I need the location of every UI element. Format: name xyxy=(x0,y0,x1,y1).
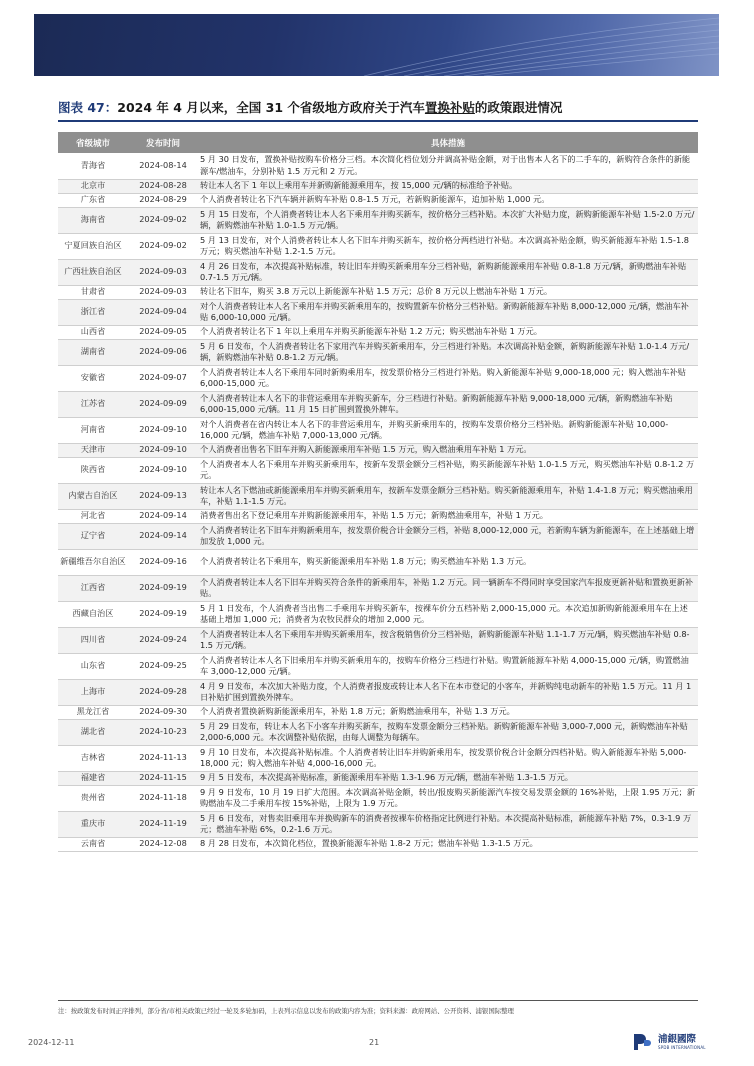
cell-date: 2024-09-30 xyxy=(128,705,198,719)
column-header-city: 省级城市 xyxy=(58,132,128,153)
cell-date: 2024-11-13 xyxy=(128,745,198,771)
cell-date: 2024-09-06 xyxy=(128,339,198,365)
cell-city: 安徽省 xyxy=(58,365,128,391)
cell-measure: 个人消费者转让本人名下旧车并购买符合条件的新乘用车，补贴 1.2 万元。同一辆新车不得同时享受国家汽车报废更新补贴和置换更新补贴。 xyxy=(198,575,698,601)
table-row xyxy=(58,523,698,549)
cell-city: 江苏省 xyxy=(58,391,128,417)
caption-rule xyxy=(58,120,698,122)
table-row xyxy=(58,509,698,523)
cell-city: 湖南省 xyxy=(58,339,128,365)
table-row xyxy=(58,785,698,811)
cell-city: 西藏自治区 xyxy=(58,601,128,627)
cell-date: 2024-09-03 xyxy=(128,285,198,299)
cell-city: 黑龙江省 xyxy=(58,705,128,719)
header-banner xyxy=(34,14,719,76)
cell-date: 2024-09-28 xyxy=(128,679,198,705)
table-row xyxy=(58,483,698,509)
cell-date: 2024-08-14 xyxy=(128,153,198,179)
table-row xyxy=(58,285,698,299)
cell-city: 广东省 xyxy=(58,193,128,207)
cell-date: 2024-09-19 xyxy=(128,575,198,601)
table-row xyxy=(58,653,698,679)
table-row xyxy=(58,549,698,575)
cell-city: 四川省 xyxy=(58,627,128,653)
source-note: 注：按政策发布时间正序排列，部分省/市相关政策已经过一轮及多轮加码，上表列示信息以发布的政策内容为准；资料来源：政府网站、公开资料、浦银国际整理 xyxy=(58,1000,698,1015)
cell-measure: 对个人消费者在省内转让本人名下的非营运乘用车，并购买新乘用车的，按购车发票价格分三档补贴。新购新能源车补贴 10,000-16,000 元/辆，燃油车补贴 7,000-13,000 元/辆。 xyxy=(198,417,698,443)
cell-city: 陕西省 xyxy=(58,457,128,483)
cell-measure: 个人消费者转让名下乘用车，购买新能源乘用车补贴 1.8 万元；购买燃油车补贴 1.3 万元。 xyxy=(198,549,698,575)
cell-date: 2024-09-03 xyxy=(128,259,198,285)
cell-city: 江西省 xyxy=(58,575,128,601)
cell-city: 福建省 xyxy=(58,771,128,785)
cell-city: 山东省 xyxy=(58,653,128,679)
cell-city: 云南省 xyxy=(58,837,128,851)
cell-date: 2024-09-25 xyxy=(128,653,198,679)
cell-date: 2024-09-13 xyxy=(128,483,198,509)
cell-date: 2024-09-07 xyxy=(128,365,198,391)
logo-mark-icon xyxy=(632,1032,654,1052)
cell-date: 2024-09-02 xyxy=(128,207,198,233)
cell-measure: 个人消费者转让名下旧车并购新乘用车，按发票价税合计金额分三档，补贴 8,000-12,000 元，若新购车辆为新能源车，在上述基础上增加发放 1,000 元。 xyxy=(198,523,698,549)
cell-date: 2024-09-09 xyxy=(128,391,198,417)
cell-date: 2024-09-05 xyxy=(128,325,198,339)
cell-measure: 对个人消费者转让本人名下乘用车并购买新乘用车的，按购置新车价格分三档补贴。新购新能源车补贴 8,000-12,000 元/辆，燃油车补贴 6,000-10,000 元/辆。 xyxy=(198,299,698,325)
table-row xyxy=(58,339,698,365)
cell-date: 2024-08-28 xyxy=(128,179,198,193)
table-row xyxy=(58,233,698,259)
cell-city: 新疆维吾尔自治区 xyxy=(58,549,128,575)
cell-city: 河北省 xyxy=(58,509,128,523)
cell-measure: 个人消费者本人名下乘用车并购买新乘用车，按新车发票金额分三档补贴，购买新能源车补贴 1.0-1.5 万元，购买燃油车补贴 0.8-1.2 万元。 xyxy=(198,457,698,483)
cell-date: 2024-09-14 xyxy=(128,523,198,549)
cell-measure: 9 月 9 日发布，10 月 19 日扩大范围。本次调高补贴金额，转出/报废购买新能源汽车按交易发票金额的 16%补贴，上限 1.95 万元；新购燃油车及二手乘用车按 15%补贴，上限为 1.9 万元。 xyxy=(198,785,698,811)
table-header-row xyxy=(58,132,698,153)
table-row xyxy=(58,575,698,601)
table-row xyxy=(58,627,698,653)
cell-date: 2024-11-18 xyxy=(128,785,198,811)
cell-date: 2024-09-16 xyxy=(128,549,198,575)
cell-measure: 4 月 26 日发布，本次提高补贴标准，转让旧车并购买新乘用车分三档补贴，新购新能源乘用车补贴 0.8-1.8 万元/辆，新购燃油车补贴 0.7-1.5 万元/辆。 xyxy=(198,259,698,285)
cell-date: 2024-11-15 xyxy=(128,771,198,785)
table-row xyxy=(58,417,698,443)
caption-text-post: 的政策跟进情况 xyxy=(474,100,563,115)
cell-city: 天津市 xyxy=(58,443,128,457)
cell-measure: 个人消费者转让本人名下乘用车同时新购乘用车，按发票价格分三档进行补贴。购入新能源车补贴 9,000-18,000 元；购入燃油车补贴 6,000-15,000 元。 xyxy=(198,365,698,391)
cell-measure: 5 月 30 日发布，置换补贴按购车价格分三档。本次简化档位划分并调高补贴金额，对于出售本人名下的二手车的，新购符合条件的新能源车/燃油车，分别补贴 1.5 万元和 2 万元。 xyxy=(198,153,698,179)
cell-measure: 个人消费者转让本人名下乘用车并购买新乘用车，按含税销售价分三档补贴，新购新能源车补贴 1.1-1.7 万元/辆，购买燃油车补贴 0.8-1.5 万元/辆。 xyxy=(198,627,698,653)
figure-caption xyxy=(58,98,698,116)
company-logo xyxy=(632,1030,732,1054)
cell-city: 内蒙古自治区 xyxy=(58,483,128,509)
cell-measure: 转让名下旧车，购买 3.8 万元以上新能源车补贴 1.5 万元；总价 8 万元以上燃油车补贴 1 万元。 xyxy=(198,285,698,299)
cell-city: 湖北省 xyxy=(58,719,128,745)
table-row xyxy=(58,325,698,339)
footer-date: 2024-12-11 xyxy=(28,1038,75,1047)
cell-city: 广西壮族自治区 xyxy=(58,259,128,285)
table-row xyxy=(58,771,698,785)
cell-date: 2024-09-10 xyxy=(128,443,198,457)
cell-measure: 个人消费者转让本人名下的非营运乘用车并购买新车，分三档进行补贴。新购新能源车补贴 9,000-18,000 元/辆，新购燃油车补贴 6,000-15,000 元/辆。11 月 15 日扩围到置换外牌车。 xyxy=(198,391,698,417)
cell-measure: 5 月 6 日发布，个人消费者转让名下家用汽车并购买新乘用车，分三档进行补贴。本次调高补贴金额，新购新能源车补贴 1.0-1.4 万元/辆，新购燃油车补贴 0.8-1.2 万元/辆。 xyxy=(198,339,698,365)
cell-measure: 转让本人名下燃油或新能源乘用车并购买新乘用车，按新车发票金额分三档补贴。购买新能源乘用车，补贴 1.4-1.8 万元；购买燃油乘用车，补贴 1.1-1.5 万元。 xyxy=(198,483,698,509)
cell-city: 贵州省 xyxy=(58,785,128,811)
cell-city: 重庆市 xyxy=(58,811,128,837)
cell-measure: 5 月 13 日发布，对个人消费者转让本人名下旧车并购买新车，按价格分两档进行补贴。本次调高补贴金额，购买新能源车补贴 1.5-1.8 万元；购买燃油车补贴 1.2-1.5 万元。 xyxy=(198,233,698,259)
cell-city: 甘肃省 xyxy=(58,285,128,299)
cell-date: 2024-09-02 xyxy=(128,233,198,259)
table-row xyxy=(58,443,698,457)
cell-city: 上海市 xyxy=(58,679,128,705)
table-row xyxy=(58,811,698,837)
table-row xyxy=(58,391,698,417)
cell-measure: 4 月 9 日发布，本次加大补贴力度，个人消费者报废或转让本人名下在本市登记的小客车，并新购纯电动新车的补贴 1.5 万元。11 月 1 日补贴扩围到置换外牌车。 xyxy=(198,679,698,705)
table-row xyxy=(58,365,698,391)
cell-city: 宁夏回族自治区 xyxy=(58,233,128,259)
cell-city: 辽宁省 xyxy=(58,523,128,549)
cell-measure: 8 月 28 日发布，本次简化档位，置换新能源车补贴 1.8-2 万元；燃油车补贴 1.3-1.5 万元。 xyxy=(198,837,698,851)
cell-measure: 个人消费者转让名下 1 年以上乘用车并购买新能源车补贴 1.2 万元；购买燃油车补贴 1 万元。 xyxy=(198,325,698,339)
cell-measure: 个人消费者置换新购新能源乘用车，补贴 1.8 万元；新购燃油乘用车，补贴 1.3 万元。 xyxy=(198,705,698,719)
cell-city: 浙江省 xyxy=(58,299,128,325)
policy-table xyxy=(58,132,698,852)
cell-measure: 5 月 15 日发布，个人消费者转让本人名下乘用车并购买新车，按价格分三档补贴。本次扩大补贴力度，新购新能源车补贴 1.5-2.0 万元/辆，新购燃油车补贴 1.0-1.5 万元/辆。 xyxy=(198,207,698,233)
cell-date: 2024-09-04 xyxy=(128,299,198,325)
cell-measure: 9 月 10 日发布，本次提高补贴标准。个人消费者转让旧车并购新乘用车，按发票价税合计金额分四档补贴。购入新能源车补贴 5,000-18,000 元；购入燃油车补贴 4,000-16,000 元。 xyxy=(198,745,698,771)
cell-measure: 个人消费者转让本人名下旧乘用车并购买新乘用车的，按购车价格分三档进行补贴。购置新能源车补贴 4,000-15,000 元/辆，购置燃油车 3,000-12,000 元/辆。 xyxy=(198,653,698,679)
figure-label: 图表 47： xyxy=(58,100,118,115)
cell-date: 2024-11-19 xyxy=(128,811,198,837)
caption-text-underlined: 置换补贴 xyxy=(424,100,475,115)
table-row xyxy=(58,299,698,325)
banner-stripes xyxy=(34,14,719,76)
cell-measure: 个人消费者转让名下汽车辆并新购车补贴 0.8-1.5 万元，若新购新能源车，追加补贴 1,000 元。 xyxy=(198,193,698,207)
cell-measure: 9 月 5 日发布，本次提高补贴标准，新能源乘用车补贴 1.3-1.96 万元/辆，燃油车补贴 1.3-1.5 万元。 xyxy=(198,771,698,785)
cell-date: 2024-09-14 xyxy=(128,509,198,523)
table-row xyxy=(58,207,698,233)
table-row xyxy=(58,179,698,193)
cell-date: 2024-09-10 xyxy=(128,417,198,443)
cell-date: 2024-09-19 xyxy=(128,601,198,627)
logo-english: SPDB INTERNATIONAL xyxy=(658,1044,706,1050)
cell-measure: 个人消费者出售名下旧车并购入新能源乘用车补贴 1.5 万元，购入燃油乘用车补贴 1 万元。 xyxy=(198,443,698,457)
caption-text-pre: 2024 年 4 月以来，全国 31 个省级地方政府关于汽车 xyxy=(117,100,425,115)
cell-city: 山西省 xyxy=(58,325,128,339)
table-row xyxy=(58,705,698,719)
cell-city: 海南省 xyxy=(58,207,128,233)
cell-date: 2024-10-23 xyxy=(128,719,198,745)
cell-measure: 消费者售出名下登记乘用车并购新能源乘用车，补贴 1.5 万元；新购燃油乘用车，补贴 1 万元。 xyxy=(198,509,698,523)
table-row xyxy=(58,193,698,207)
cell-city: 吉林省 xyxy=(58,745,128,771)
cell-city: 青海省 xyxy=(58,153,128,179)
table-row xyxy=(58,679,698,705)
table-row xyxy=(58,837,698,851)
column-header-measure: 具体措施 xyxy=(198,132,698,153)
cell-date: 2024-09-24 xyxy=(128,627,198,653)
table-row xyxy=(58,259,698,285)
table-row xyxy=(58,719,698,745)
cell-date: 2024-12-08 xyxy=(128,837,198,851)
cell-measure: 5 月 1 日发布，个人消费者当出售二手乘用车并购买新车，按裸车价分五档补贴 2,000-15,000 元。本次追加新购新能源乘用车在上述基础上增加 1,000 元；消费者为农牧民群众的增加 2,000 元。 xyxy=(198,601,698,627)
cell-date: 2024-08-29 xyxy=(128,193,198,207)
cell-measure: 转让本人名下 1 年以上乘用车并新购新能源乘用车，按 15,000 元/辆的标准给予补贴。 xyxy=(198,179,698,193)
table-row xyxy=(58,457,698,483)
cell-measure: 5 月 6 日发布，对售卖旧乘用车并换购新车的消费者按裸车价格指定比例进行补贴。本次提高补贴标准，新能源车补贴 7%，0.3-1.9 万元；燃油车补贴 6%，0.2-1.6 万元。 xyxy=(198,811,698,837)
column-header-date: 发布时间 xyxy=(128,132,198,153)
table-row xyxy=(58,601,698,627)
cell-date: 2024-09-10 xyxy=(128,457,198,483)
cell-city: 河南省 xyxy=(58,417,128,443)
cell-city: 北京市 xyxy=(58,179,128,193)
cell-measure: 5 月 29 日发布，转让本人名下小客车并购买新车，按购车发票金额分三档补贴。新购新能源车补贴 3,000-7,000 元，新购燃油车补贴 2,000-6,000 元。本次调整补贴依据，由每人调整为每辆车。 xyxy=(198,719,698,745)
page-number: 21 xyxy=(369,1038,380,1047)
table-row xyxy=(58,153,698,179)
table-row xyxy=(58,745,698,771)
logo-name: 浦銀國際 xyxy=(658,1033,697,1045)
